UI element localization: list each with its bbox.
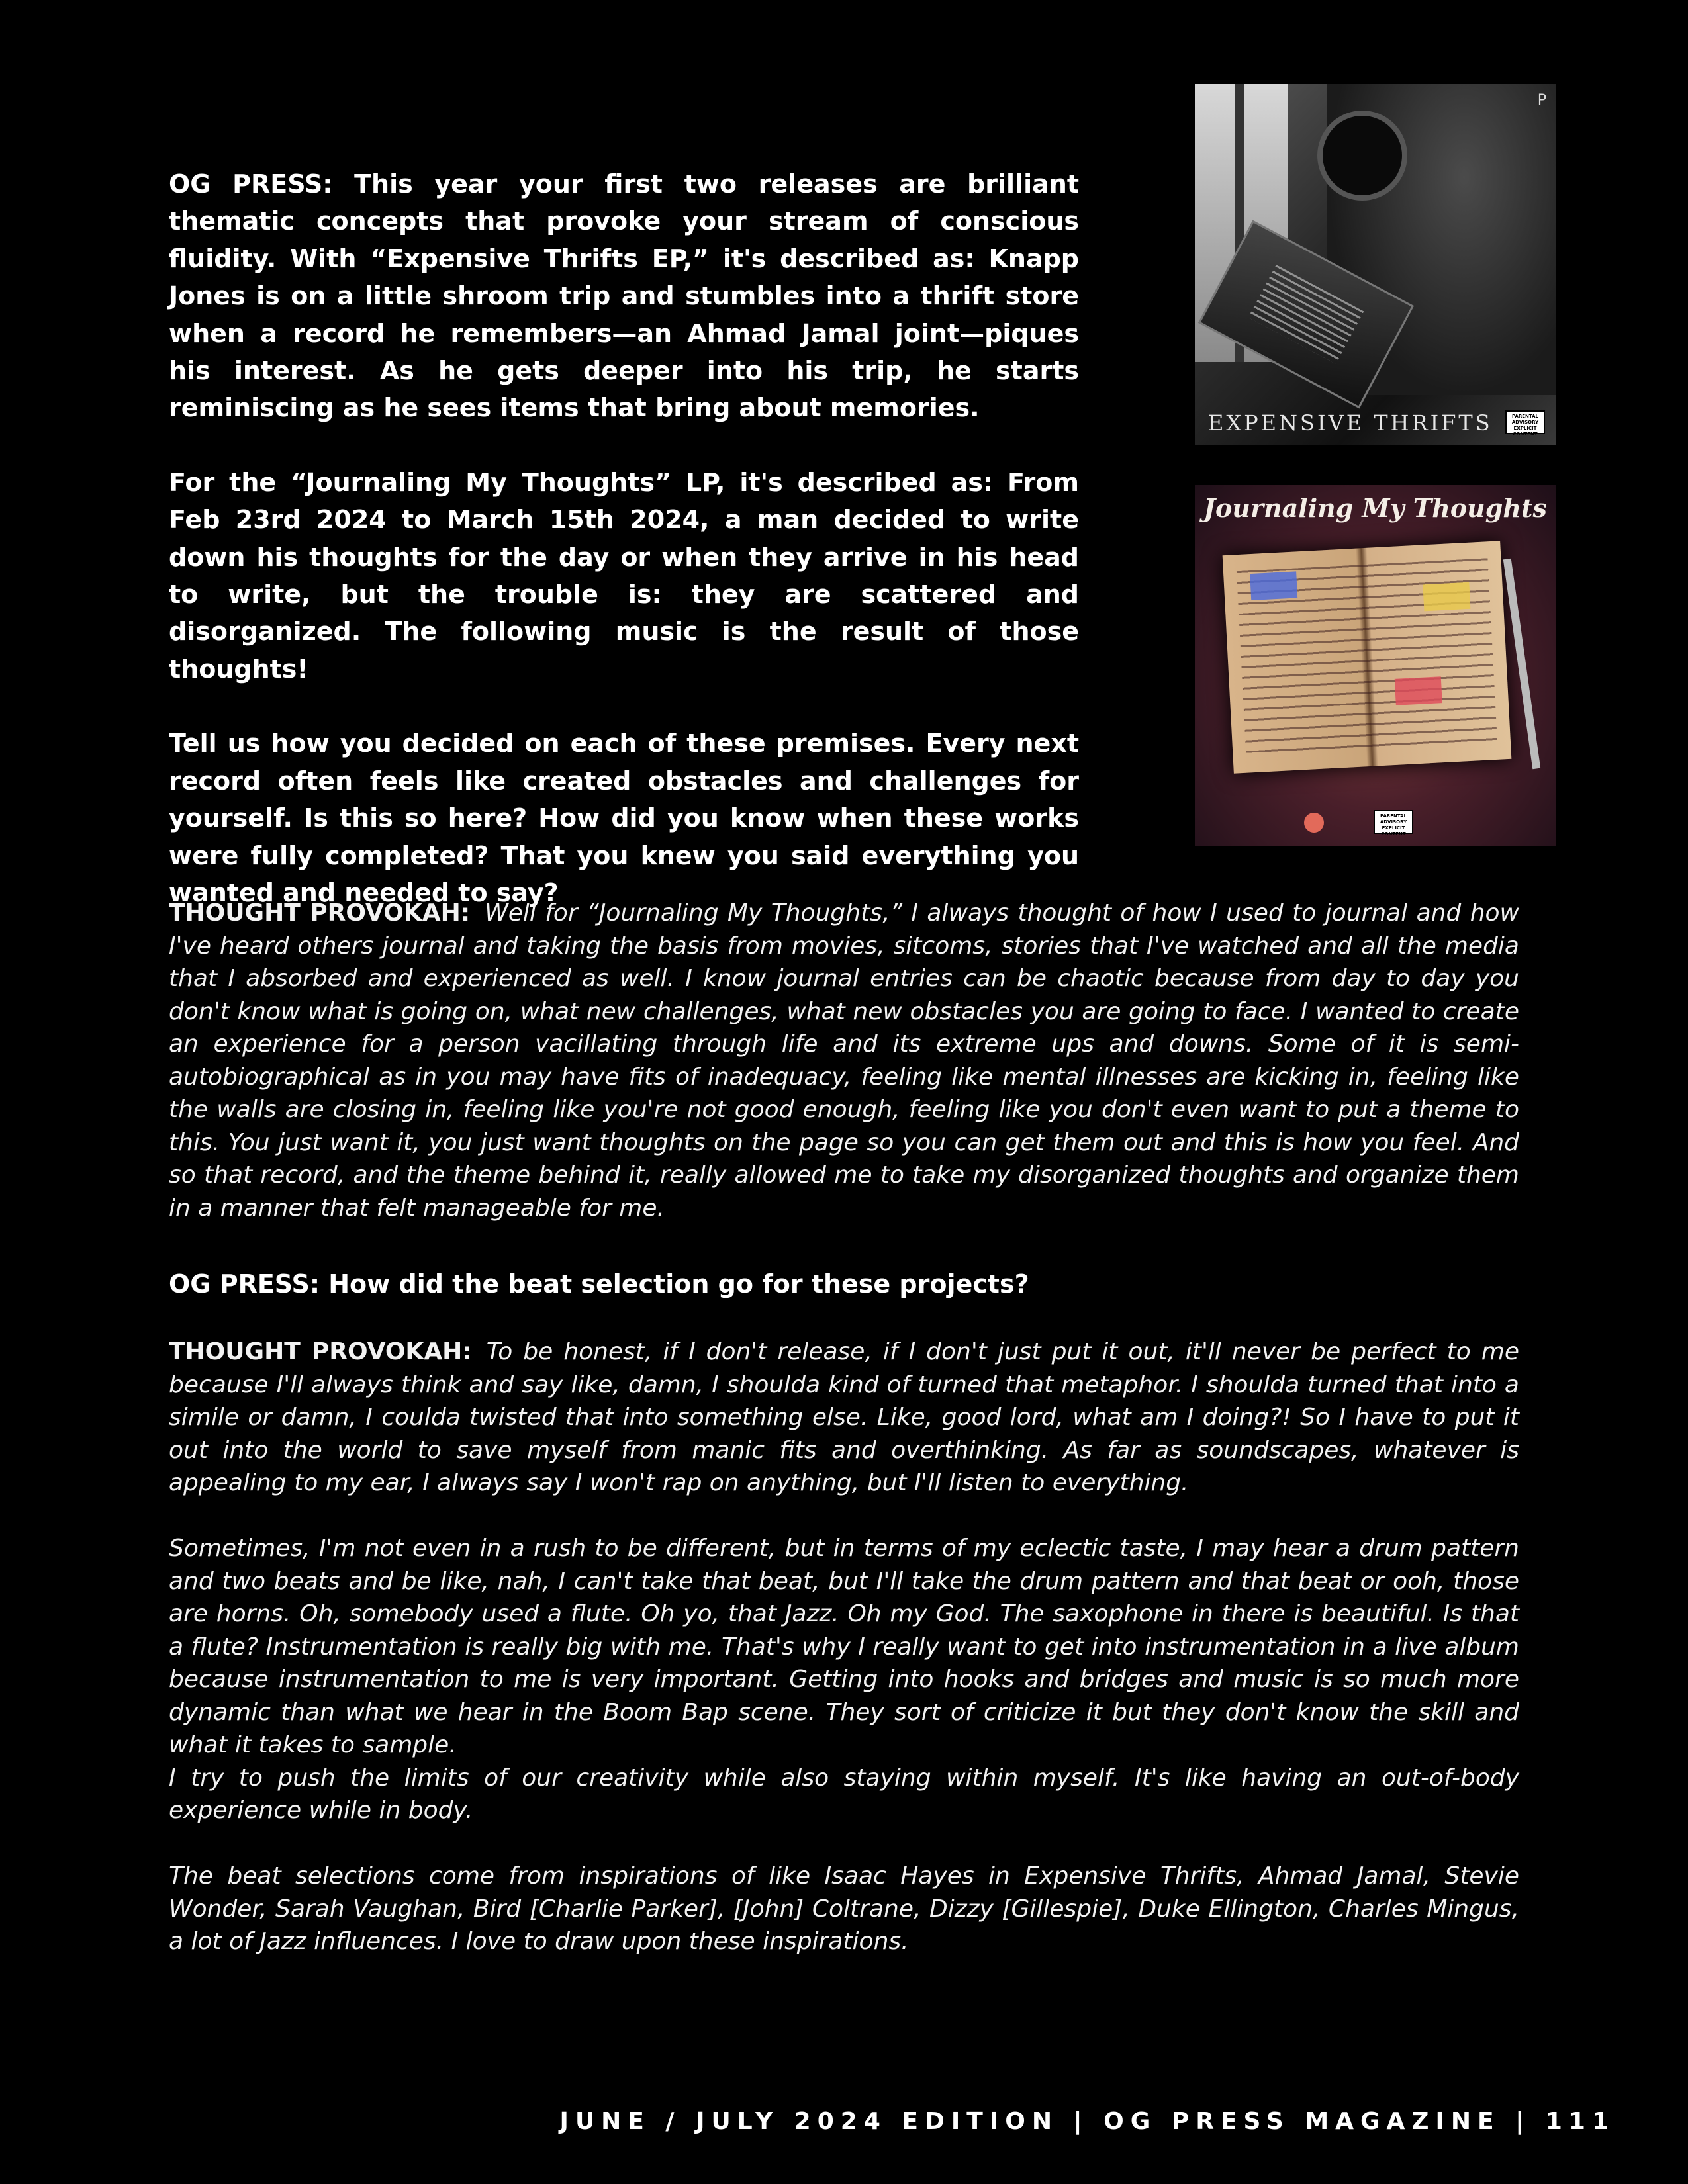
- answer-paragraph: I try to push the limits of our creativity while also staying within myself. It's like having an out-of-body experience while in body.: [169, 1764, 1519, 1824]
- interview-answer-2: [169, 1336, 1519, 1958]
- answer-paragraph: Sometimes, I'm not even in a rush to be different, but in terms of my eclectic taste, I may hear a drum pattern and two beats and be like, nah, I can't take that beat, but I'll take the drum pattern and that beat or ooh, those are horns. Oh, somebody used a flute. Oh yo, that Jazz. Oh my God. The saxophone in there is beautiful. Is that a flute? Instrumentation is really big with me. That's why I really want to get into instrumentation in a live album because instrumentation to me is very important. Getting into hooks and bridges and music is so much more dynamic than what we hear in the Boom Bap scene. They sort of criticize it but they don't know the skill and what it takes to sample.: [169, 1535, 1519, 1758]
- page-footer: JUNE / JULY 2024 EDITION | OG PRESS MAGAZINE | 111: [559, 2108, 1615, 2135]
- parental-advisory-badge: PARENTAL ADVISORY EXPLICIT CONTENT: [1505, 410, 1545, 434]
- label-logo-icon: [1304, 813, 1324, 833]
- expensive-thrifts-cover: [1195, 84, 1556, 445]
- answer-paragraph: The beat selections come from inspirations of like Isaac Hayes in Expensive Thrifts, Ahmad Jamal, Stevie Wonder, Sarah Vaughan, Bird [Charlie Parker], [John] Coltrane, Dizzy [Gillespie], Duke Ellington, Charles Mingus, a lot of Jazz influences. I love to draw upon these inspirations.: [169, 1862, 1519, 1955]
- sticky-note-graphic: [1423, 582, 1470, 612]
- interview-answer-1: [169, 897, 1519, 1224]
- answer-text: To be honest, if I don't release, if I don't just put it out, it'll never be perfect to me because I'll always think and say like, damn, I shoulda kind of turned that metaphor. I shoulda turned that into a simile or damn, I coulda twisted that into something else. Like, good lord, what am I doing?! So I have to put it out into the world to save myself from manic fits and overthinking. As far as soundscapes, whatever is appealing to my ear, I always say I won't rap on anything, but I'll listen to everything.: [169, 1338, 1519, 1496]
- question-paragraph: Tell us how you decided on each of these premises. Every next record often feels like created obstacles and challenges for yourself. Is this so here? How did you know when these works were fully completed? That you knew you said everything you wanted and needed to say?: [169, 729, 1079, 907]
- interview-question-1: [169, 165, 1079, 911]
- interview-question-2: OG PRESS: How did the beat selection go for these projects?: [169, 1269, 1029, 1298]
- answer-paragraph: [169, 1336, 1519, 1500]
- open-journal-graphic: [1223, 541, 1512, 774]
- speaker-label: THOUGHT PROVOKAH:: [169, 1338, 472, 1365]
- journaling-my-thoughts-cover: [1195, 485, 1556, 846]
- headphone-graphic: [1317, 111, 1407, 201]
- label-logo-icon: P: [1537, 92, 1546, 109]
- cover-title: Journaling My Thoughts: [1203, 493, 1547, 523]
- answer-paragraph: [169, 897, 1519, 1224]
- question-paragraph: OG PRESS: This year your first two releases are brilliant thematic concepts that provoke your stream of conscious fluidity. With “Expensive Thrifts EP,” it's described as: Knapp Jones is on a little shroom trip and stumbles into a thrift store when a record he remembers—an Ahmad Jamal joint—piques his interest. As he gets deeper into his trip, he starts reminiscing as he sees items that bring about memories.: [169, 169, 1079, 423]
- speaker-label: THOUGHT PROVOKAH:: [169, 899, 471, 927]
- cover-title: EXPENSIVE THRIFTS: [1208, 410, 1493, 435]
- parental-advisory-badge: PARENTAL ADVISORY EXPLICIT CONTENT: [1374, 810, 1413, 834]
- sticky-note-graphic: [1250, 571, 1297, 600]
- answer-text: Well for “Journaling My Thoughts,” I always thought of how I used to journal and how I've heard others journal and taking the basis from movies, sitcoms, stories that I've watched and all the media that I absorbed and experienced as well. I know journal entries can be chaotic because from day to day you don't know what is going on, what new challenges, what new obstacles you are going to face. I wanted to create an experience for a person vacillating through life and its extreme ups and downs. Some of it is semi-autobiographical as in you may have fits of inadequacy, feeling like mental illnesses are kicking in, feeling like the walls are closing in, feeling like you're not good enough, feeling like you don't even want to put a theme to this. You just want it, you just want thoughts on the page so you can get them out and this is how you feel. And so that record, and the theme behind it, really allowed me to take my disorganized thoughts and organize them in a manner that felt manageable for me.: [169, 899, 1520, 1222]
- sticky-note-graphic: [1395, 676, 1442, 705]
- question-paragraph: For the “Journaling My Thoughts” LP, it's described as: From Feb 23rd 2024 to March 15th 2024, a man decided to write down his thoughts for the day or when they arrive in his head to write, but the trouble is: they are scattered and disorganized. The following music is the result of those thoughts!: [169, 467, 1079, 684]
- tracklist-graphic: [1248, 265, 1364, 364]
